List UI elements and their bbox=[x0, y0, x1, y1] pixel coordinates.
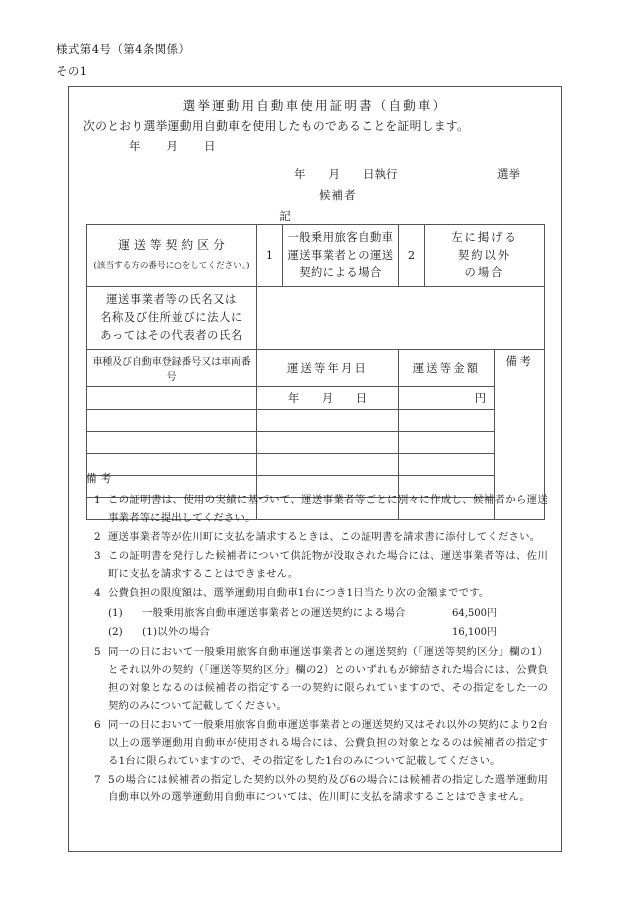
list-item bbox=[86, 624, 548, 642]
note-text: 公費負担の限度額は、選挙運動用自動車1台につき1日当たり次の金額までです。 bbox=[108, 586, 490, 599]
amount-unit-label: 円 bbox=[399, 387, 495, 410]
sub-note-amount: 64,500円 bbox=[452, 607, 497, 619]
certificate-outer-box bbox=[68, 86, 562, 852]
contract-type-label-cell bbox=[87, 225, 257, 287]
note-number: 3 bbox=[94, 549, 101, 562]
option2-line1: 左に掲げる bbox=[451, 231, 518, 244]
table-row-column-headers bbox=[87, 350, 545, 387]
note-text: 同一の日において一般乗用旅客自動車運送事業者との運送契約又はそれ以外の契約により2台以上の選挙運動用自動車が使用される場合には、公費負担の対象となるのは候補者の指定する1台に限られていますので、その指定をした1台のみについて記載してください。 bbox=[108, 718, 548, 767]
list-item bbox=[86, 529, 548, 547]
form-number: 様式第4号（第4条関係） bbox=[56, 42, 191, 56]
note-text: 5の場合には候補者の指定した契約以外の契約及び6の場合には候補者の指定した選挙運動用自動車以外の選挙運動用自動車については、佐川町に支払を請求することはできません。 bbox=[108, 773, 548, 804]
sub-note-label: (1) bbox=[108, 606, 123, 619]
election-name-field: 選挙 bbox=[497, 167, 520, 181]
option1-line1: 一般乗用旅客自動車 bbox=[287, 231, 394, 244]
sub-note-amount: 16,100円 bbox=[452, 627, 497, 639]
option2-line2: 契約以外 bbox=[457, 248, 512, 262]
date-cell[interactable] bbox=[257, 432, 399, 454]
issue-date-year: 年 bbox=[129, 139, 141, 153]
note-number: 7 bbox=[94, 773, 101, 786]
note-number: 5 bbox=[94, 646, 101, 659]
date-unit-label: 年 月 日 bbox=[257, 387, 399, 410]
column-header-date: 運送等年月日 bbox=[257, 350, 399, 387]
vehicle-cell[interactable] bbox=[87, 432, 257, 454]
execution-date: 年 月 日執行 bbox=[294, 167, 398, 181]
sub-note-text: 一般乗用旅客自動車運送事業者との運送契約による場合 bbox=[142, 606, 406, 619]
remarks-section bbox=[86, 470, 548, 808]
issue-date-line bbox=[129, 138, 216, 154]
contract-type-label: 運送等契約区分 bbox=[118, 238, 229, 253]
note-number: 6 bbox=[94, 718, 101, 731]
note-text: 運送事業者等が佐川町に支払を請求するときは、この証明書を請求書に添付してください。 bbox=[108, 531, 541, 543]
carrier-label-cell bbox=[87, 286, 257, 350]
list-item bbox=[86, 717, 548, 771]
list-item bbox=[86, 644, 548, 716]
form-sub-number: その1 bbox=[56, 64, 88, 78]
remarks-title: 備考 bbox=[86, 473, 116, 485]
table-row-units bbox=[87, 387, 545, 410]
carrier-line3: あってはその代表者の氏名 bbox=[100, 329, 243, 343]
amount-cell[interactable] bbox=[399, 410, 495, 432]
table-row bbox=[87, 432, 545, 454]
table-row bbox=[87, 410, 545, 432]
amount-cell[interactable] bbox=[399, 432, 495, 454]
candidate-label: 候補者 bbox=[319, 188, 357, 202]
vehicle-cell-unit[interactable] bbox=[87, 387, 257, 410]
sub-note-label: (2) bbox=[108, 626, 123, 639]
contract-option-1-number[interactable]: 1 bbox=[257, 225, 283, 287]
issue-date-month: 月 bbox=[166, 139, 178, 153]
option2-line3: の場合 bbox=[464, 266, 505, 279]
note-text: この証明書を発行した候補者について供託物が没取された場合には、運送事業者等は、佐川町に支払を請求することはできません。 bbox=[108, 549, 548, 580]
option1-line2: 運送事業者との運送 bbox=[287, 248, 394, 262]
carrier-line1: 運送事業者等の氏名又は bbox=[106, 292, 237, 306]
list-item bbox=[86, 772, 548, 808]
note-number: 2 bbox=[94, 531, 101, 543]
document-lead-text: 次のとおり選挙運動用自動車を使用したものであることを証明します。 bbox=[83, 119, 470, 133]
note-number: 1 bbox=[94, 494, 101, 507]
column-header-vehicle: 車種及び自動車登録番号又は車両番号 bbox=[87, 350, 257, 387]
option1-line3: 契約による場合 bbox=[299, 266, 382, 279]
contract-option-2-number[interactable]: 2 bbox=[399, 225, 425, 287]
contract-option-1-text[interactable] bbox=[283, 225, 399, 287]
list-item bbox=[86, 585, 548, 603]
list-item bbox=[86, 605, 548, 623]
list-item bbox=[86, 492, 548, 528]
date-cell[interactable] bbox=[257, 410, 399, 432]
ki-mark-line bbox=[69, 208, 561, 224]
note-text: 同一の日において一般乗用旅客自動車運送事業者との運送契約（「運送等契約区分」欄の1）とそれ以外の契約（「運送等契約区分」欄の2）とのいずれもが締結された場合には、公費負担の対象となるのは候補者の指定する一の契約に限られていますので、その指定をした一の契約のみについて記載してください。 bbox=[108, 646, 548, 713]
list-item bbox=[86, 548, 548, 584]
page-title: 選挙運動用自動車使用証明書（自動車） bbox=[182, 98, 448, 113]
contract-type-instruction: (該当する方の番号に○をしてください。) bbox=[93, 261, 250, 272]
note-number: 4 bbox=[94, 586, 101, 599]
issue-date-day: 日 bbox=[204, 139, 216, 153]
sub-note-text: (1)以外の場合 bbox=[142, 626, 210, 639]
ki-mark: 記 bbox=[279, 209, 291, 223]
contract-option-2-text[interactable] bbox=[425, 225, 545, 287]
carrier-line2: 名称及び住所並びに法人に bbox=[100, 310, 243, 324]
vehicle-cell[interactable] bbox=[87, 410, 257, 432]
note-text: この証明書は、使用の実績に基づいて、運送事業者等ごとに別々に作成し、候補者から運送事業者等に提出してください。 bbox=[108, 494, 548, 525]
table-row-contract-type bbox=[87, 225, 545, 287]
table-row-carrier bbox=[87, 286, 545, 350]
column-header-remarks: 備考 bbox=[495, 350, 545, 520]
column-header-amount: 運送等金額 bbox=[399, 350, 495, 387]
carrier-value-cell[interactable] bbox=[257, 286, 545, 350]
